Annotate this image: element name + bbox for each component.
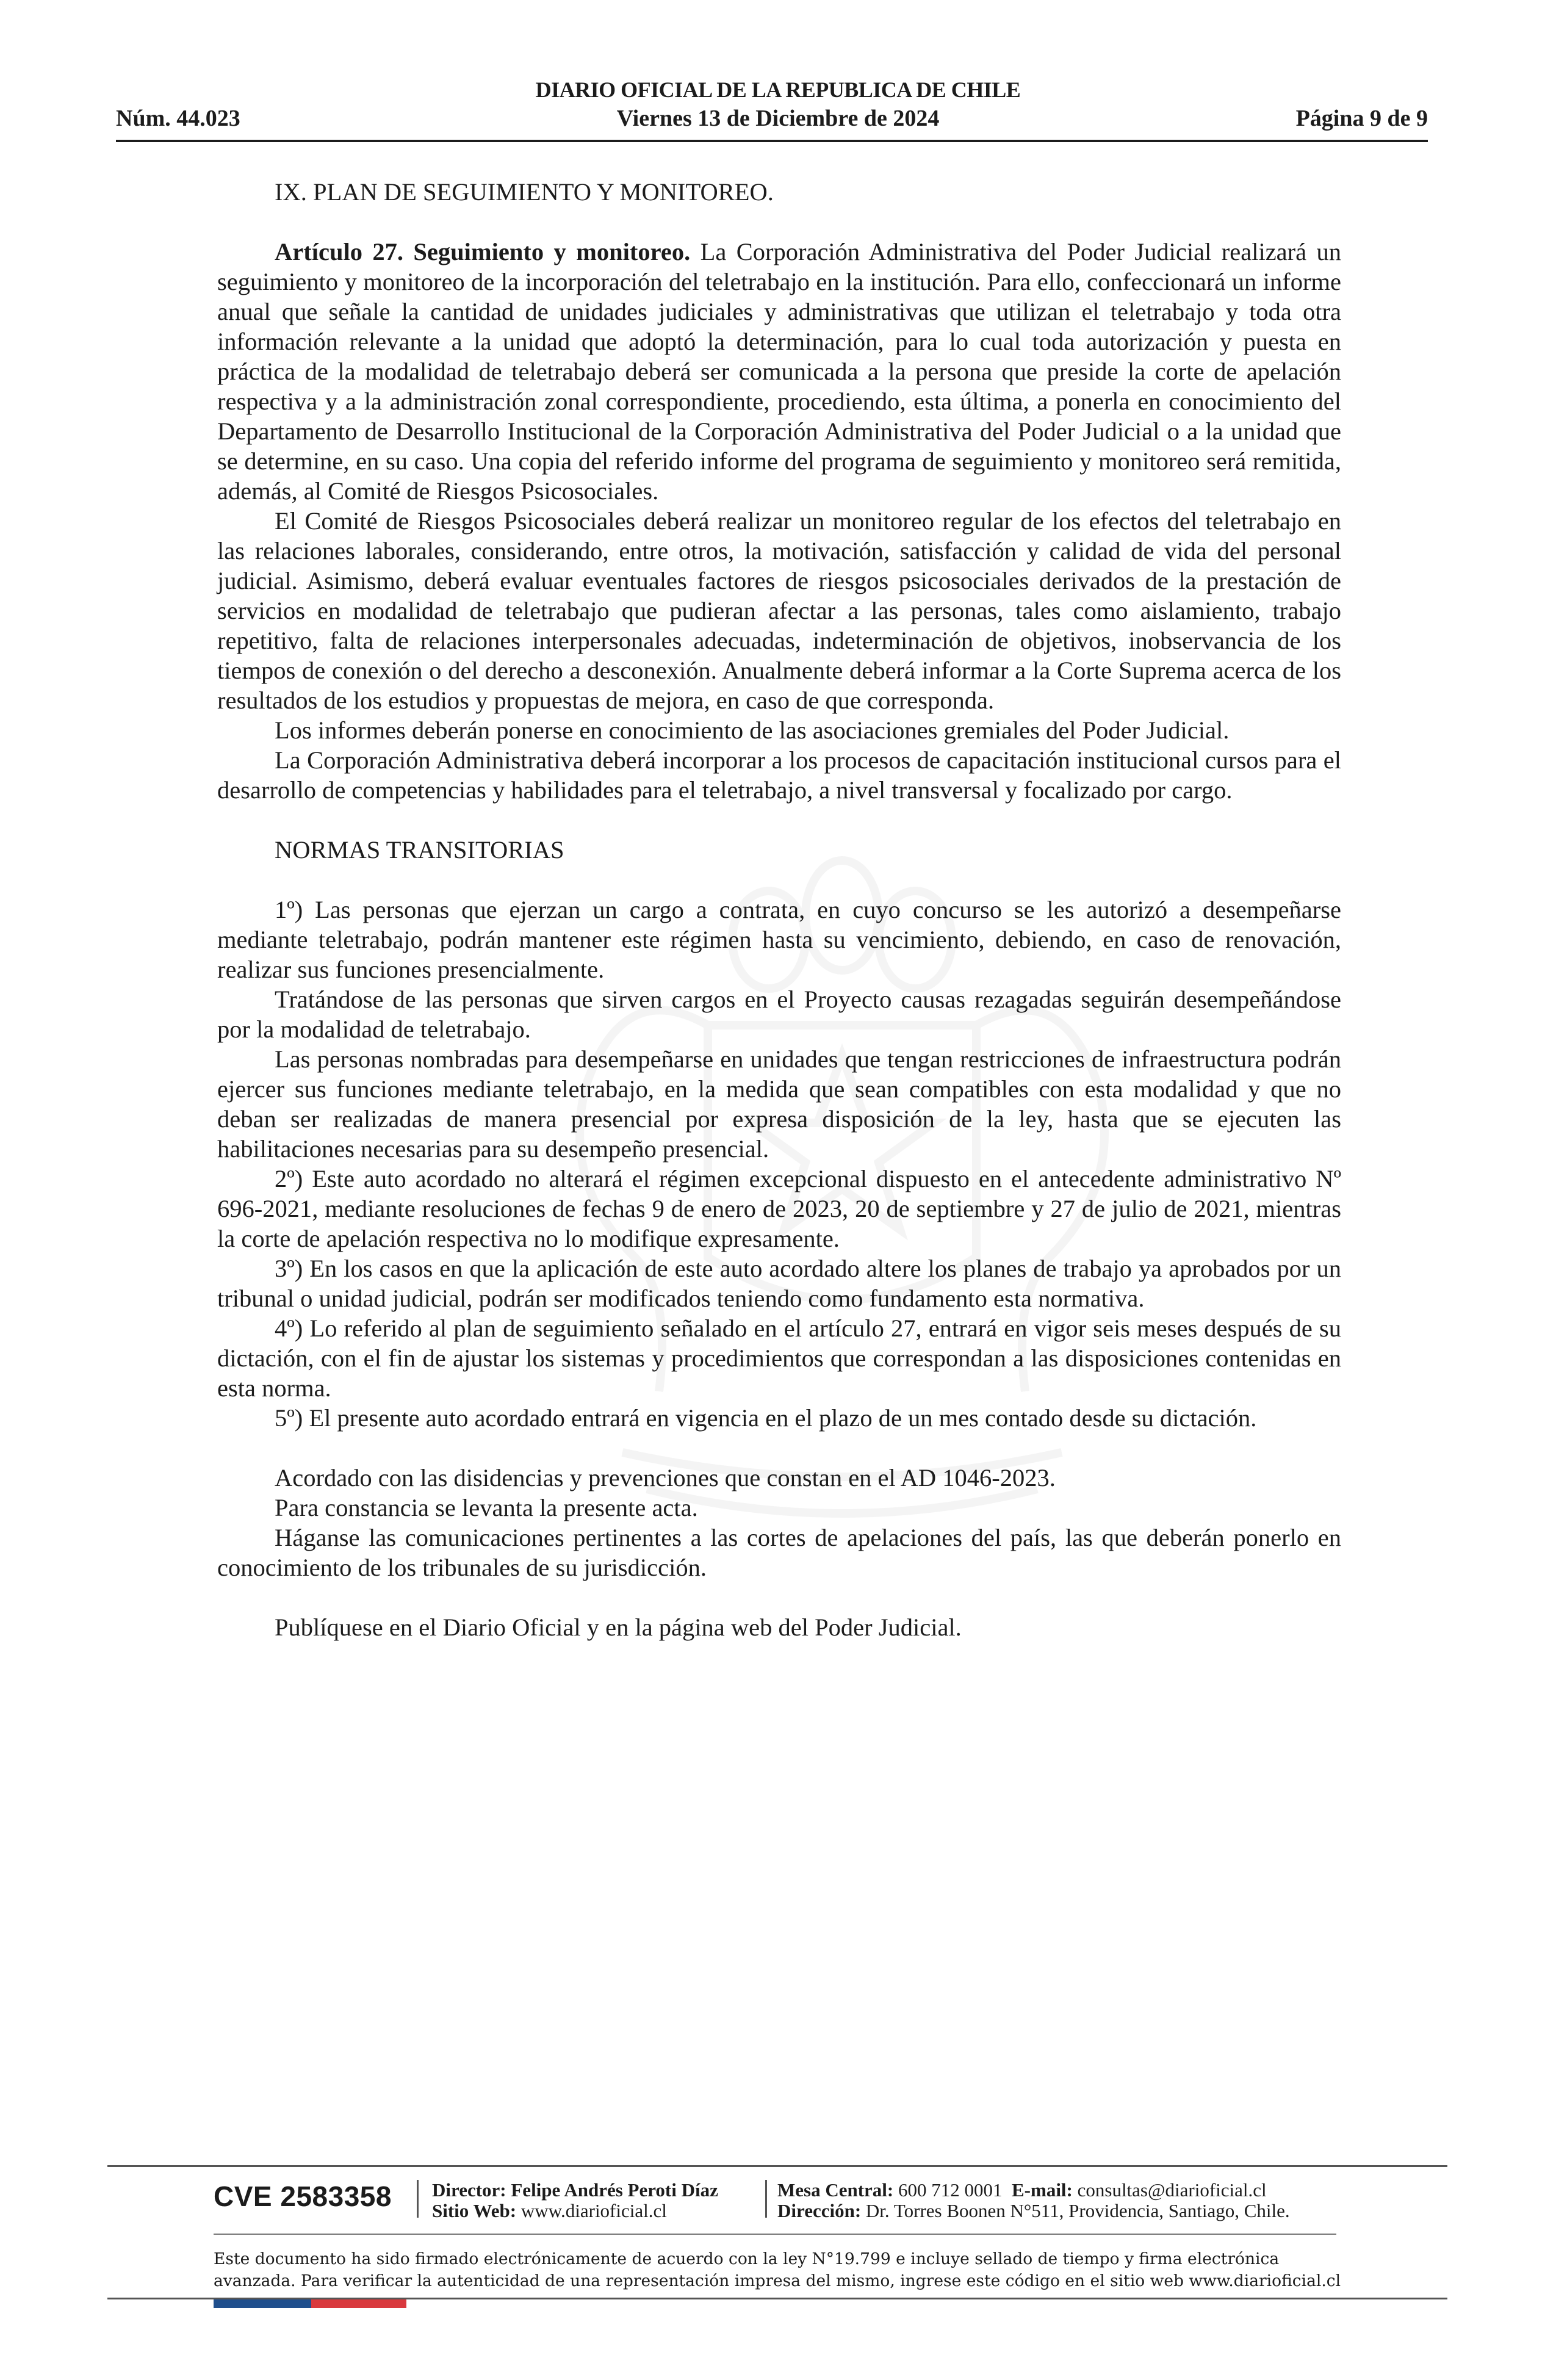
section-title: IX. PLAN DE SEGUIMIENTO Y MONITOREO. [275,178,774,206]
closing-line: Para constancia se levanta la presente acta. [275,1494,698,1521]
address-value: Dr. Torres Boonen N°511, Providencia, Santiago, Chile. [865,2200,1290,2221]
flag-stripe-red [311,2299,406,2308]
transitoria-5: 5º) El presente auto acordado entrará en vigencia en el plazo de un mes contado desde su dictación. [275,1404,1257,1432]
footer-divider [107,2165,1447,2167]
paragraph: El Comité de Riesgos Psicosociales deberá realizar un monitoreo regular de los efectos del teletrabajo en las relaciones laborales, considerando, entre otros, la motivación, satisfacción y calidad de vida del personal judicial. Asimismo, deberá evaluar eventuales factores de riesgos psicosociales derivados de la prestación de servicios en modalidad de teletrabajo que pudieran afectar a las personas, tales como aislamiento, trabajo repetitivo, falta de relaciones interpersonales adecuadas, indeterminación de objetivos, inobservancia de los tiempos de conexión o del derecho a desconexión. Anualmente deberá informar a la Corte Suprema acerca de los resultados de los estudios y propuestas de mejora, en caso de que corresponda. [217,507,1341,714]
paragraph: Las personas nombradas para desempeñarse en unidades que tengan restricciones de infraestructura podrán ejercer sus funciones mediante teletrabajo, en la medida que sean compatibles con esta modalidad y que no deban ser realizadas de manera presencial por expresa disposición de la ley, hasta que se ejecuten las habilitaciones necesarias para su desempeño presencial. [217,1045,1341,1163]
cve-code: CVE 2583358 [214,2180,392,2212]
email-link[interactable]: consultas@diarioficial.cl [1077,2179,1267,2201]
footer-director-block [432,2180,718,2221]
transitoria-4: 4º) Lo referido al plan de seguimiento señalado en el artículo 27, entrará en vigor seis meses después de su dictación, con el fin de ajustar los sistemas y procedimientos que correspondan a las disposiciones contenidas en esta norma. [217,1314,1341,1402]
email-label: E-mail: [1012,2179,1073,2201]
closing-line: Háganse las comunicaciones pertinentes a las cortes de apelaciones del país, las que deberán ponerlo en conocimiento de los tribunales de su jurisdicción. [217,1524,1341,1581]
web-link[interactable]: www.diarioficial.cl [520,2200,667,2221]
transitoria-3: 3º) En los casos en que la aplicación de este auto acordado altere los planes de trabajo ya aprobados por un tribunal o unidad judicial, podrán ser modificados teniendo como fundamento esta normativa. [217,1255,1341,1312]
mesa-value: 600 712 0001 [898,2179,1003,2201]
transitorias-title: NORMAS TRANSITORIAS [275,836,564,864]
director-label: Director: [432,2179,506,2201]
closing-line: Publíquese en el Diario Oficial y en la página web del Poder Judicial. [275,1614,962,1641]
footer-contact-block [777,2180,1290,2221]
closing-line: Acordado con las disidencias y prevenciones que constan en el AD 1046-2023. [275,1464,1056,1491]
article-heading: Artículo 27. Seguimiento y monitoreo. [275,238,691,265]
page-number: Página 9 de 9 [1295,106,1428,131]
transitoria-2: 2º) Este auto acordado no alterará el régimen excepcional dispuesto en el antecedente administrativo Nº 696-2021, mediante resoluciones de fechas 9 de enero de 2023, 20 de septiembre y 27 de julio de 2021, mientras la corte de apelación respectiva no lo modifique expresamente. [217,1165,1341,1252]
legal-line: avanzada. Para verificar la autenticidad de una representación impresa del mismo, ingrese este código en el sitio web www.diarioficial.cl [214,2271,1341,2290]
paragraph: Los informes deberán ponerse en conocimiento de las asociaciones gremiales del Poder Judicial. [275,716,1230,744]
issue-date: Viernes 13 de Diciembre de 2024 [616,106,940,131]
address-label: Dirección: [777,2200,862,2221]
transitoria-1: 1º) Las personas que ejerzan un cargo a contrata, en cuyo concurso se les autorizó a desempeñarse mediante teletrabajo, podrán mantener este régimen hasta su vencimiento, debiendo, en caso de renovación, realizar sus funciones presencialmente. [217,896,1341,983]
footer-separator [765,2180,767,2218]
document-body [217,177,1341,1642]
legal-notice [214,2248,1361,2292]
footer-separator [417,2180,419,2218]
director-name: Felipe Andrés Peroti Díaz [511,2179,718,2201]
paragraph: Tratándose de las personas que sirven cargos en el Proyecto causas rezagadas seguirán desempeñándose por la modalidad de teletrabajo. [217,986,1341,1043]
web-label: Sitio Web: [432,2200,517,2221]
mesa-label: Mesa Central: [777,2179,894,2201]
flag-stripe-blue [214,2299,311,2308]
header-divider [116,140,1428,142]
article-27-paragraph [217,237,1341,506]
legal-line: Este documento ha sido firmado electrónicamente de acuerdo con la ley N°19.799 e incluye sellado de tiempo y firma electrónica [214,2249,1280,2268]
footer-divider [214,2234,1336,2235]
article-text: La Corporación Administrativa del Poder Judicial realizará un seguimiento y monitoreo de la incorporación del teletrabajo en la institución. Para ello, confeccionará un informe anual que señale la cantidad de unidades judiciales y administrativas que utilizan el teletrabajo y toda otra información relevante a la unidad que adoptó la determinación, para lo cual toda autorización y puesta en práctica de la modalidad de teletrabajo deberá ser comunicada a la persona que preside la corte de apelación respectiva y a la administración zonal correspondiente, procediendo, esta última, a ponerla en conocimiento del Departamento de Desarrollo Institucional de la Corporación Administrativa del Poder Judicial o a la unidad que se determine, en su caso. Una copia del referido informe del programa de seguimiento y monitoreo será remitida, además, al Comité de Riesgos Psicosociales. [217,238,1341,505]
newspaper-title: DIARIO OFICIAL DE LA REPUBLICA DE CHILE [535,78,1021,102]
paragraph: La Corporación Administrativa deberá incorporar a los procesos de capacitación institucional cursos para el desarrollo de competencias y habilidades para el teletrabajo, a nivel transversal y focalizado por cargo. [217,746,1341,804]
issue-number: Núm. 44.023 [116,106,240,131]
